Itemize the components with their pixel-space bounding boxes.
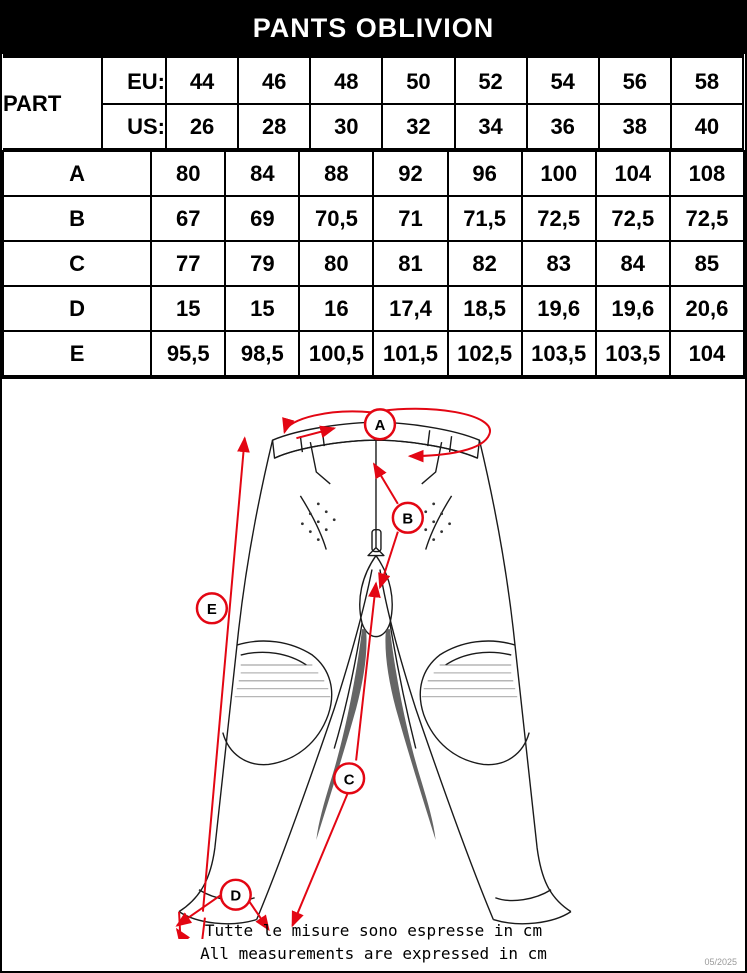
table-row [3, 196, 744, 241]
cell-b-6: 72,5 [596, 196, 670, 241]
cell-d-3: 17,4 [373, 286, 447, 331]
cell-c-5: 83 [522, 241, 596, 286]
table-row [3, 241, 744, 286]
cell-a-7: 108 [670, 151, 744, 196]
pants-shaded-panels [316, 629, 435, 840]
pants-texture [235, 665, 517, 697]
footer-notes [2, 919, 745, 965]
cell-c-0: 77 [151, 241, 225, 286]
page-title-text: PANTS OBLIVION [252, 12, 495, 43]
cell-b-1: 69 [225, 196, 299, 241]
cell-b-0: 67 [151, 196, 225, 241]
size-table [2, 54, 745, 377]
size-us-7: 40 [671, 104, 743, 149]
table-row [3, 286, 744, 331]
size-us-2: 30 [310, 104, 382, 149]
svg-text:A: A [374, 418, 386, 435]
marker-d [221, 880, 251, 910]
svg-text:B: B [402, 511, 414, 528]
cell-c-7: 85 [670, 241, 744, 286]
cell-e-1: 98,5 [225, 331, 299, 376]
cell-b-4: 71,5 [448, 196, 522, 241]
svg-text:D: D [230, 888, 242, 905]
cell-d-7: 20,6 [670, 286, 744, 331]
pants-technical-drawing [2, 377, 745, 939]
size-us-3: 32 [382, 104, 454, 149]
table-header-row [3, 55, 744, 151]
size-eu-5: 54 [527, 57, 599, 104]
size-us-1: 28 [238, 104, 310, 149]
cell-a-1: 84 [225, 151, 299, 196]
cell-a-3: 92 [373, 151, 447, 196]
size-eu-3: 50 [382, 57, 454, 104]
cell-e-0: 95,5 [151, 331, 225, 376]
cell-b-2: 70,5 [299, 196, 373, 241]
cell-c-6: 84 [596, 241, 670, 286]
table-row-us [3, 104, 743, 149]
cell-e-5: 103,5 [522, 331, 596, 376]
cell-b-5: 72,5 [522, 196, 596, 241]
cell-c-2: 80 [299, 241, 373, 286]
cell-d-4: 18,5 [448, 286, 522, 331]
cell-a-2: 88 [299, 151, 373, 196]
part-header: PART [3, 57, 102, 149]
cell-d-5: 19,6 [522, 286, 596, 331]
datestamp: 05/2025 [704, 957, 737, 967]
cell-b-7: 72,5 [670, 196, 744, 241]
footer-line-italian: Tutte le misure sono espresse in cm [204, 921, 543, 940]
size-us-0: 26 [166, 104, 238, 149]
table-row [3, 151, 744, 196]
size-us-4: 34 [455, 104, 527, 149]
size-eu-0: 44 [166, 57, 238, 104]
marker-a [365, 409, 395, 439]
cell-c-4: 82 [448, 241, 522, 286]
cell-a-0: 80 [151, 151, 225, 196]
cell-e-6: 103,5 [596, 331, 670, 376]
cell-d-6: 19,6 [596, 286, 670, 331]
cell-b-3: 71 [373, 196, 447, 241]
footer-line-english: All measurements are expressed in cm [200, 944, 547, 963]
row-label-b: B [3, 196, 151, 241]
size-eu-7: 58 [671, 57, 743, 104]
marker-c [334, 763, 364, 793]
cell-a-5: 100 [522, 151, 596, 196]
cell-c-3: 81 [373, 241, 447, 286]
pants-diagram-svg [2, 379, 745, 939]
size-eu-2: 48 [310, 57, 382, 104]
row-label-e: E [3, 331, 151, 376]
unit-label-us: US: [102, 104, 166, 149]
cell-a-6: 104 [596, 151, 670, 196]
page-title [2, 2, 745, 54]
row-label-a: A [3, 151, 151, 196]
cell-d-2: 16 [299, 286, 373, 331]
svg-text:E: E [206, 602, 217, 619]
cell-d-1: 15 [225, 286, 299, 331]
size-eu-6: 56 [599, 57, 671, 104]
cell-e-2: 100,5 [299, 331, 373, 376]
svg-text:C: C [343, 772, 355, 789]
cell-e-7: 104 [670, 331, 744, 376]
table-row-eu [3, 57, 743, 104]
size-eu-1: 46 [238, 57, 310, 104]
cell-e-3: 101,5 [373, 331, 447, 376]
cell-a-4: 96 [448, 151, 522, 196]
marker-b [393, 503, 423, 533]
pants-outline [179, 422, 571, 923]
unit-label-eu: EU: [102, 57, 166, 104]
cell-e-4: 102,5 [448, 331, 522, 376]
size-eu-4: 52 [455, 57, 527, 104]
row-label-c: C [3, 241, 151, 286]
size-us-5: 36 [527, 104, 599, 149]
size-us-6: 38 [599, 104, 671, 149]
row-label-d: D [3, 286, 151, 331]
measurement-arrows [177, 409, 490, 939]
cell-c-1: 79 [225, 241, 299, 286]
table-row [3, 331, 744, 376]
marker-e [197, 593, 227, 623]
cell-d-0: 15 [151, 286, 225, 331]
